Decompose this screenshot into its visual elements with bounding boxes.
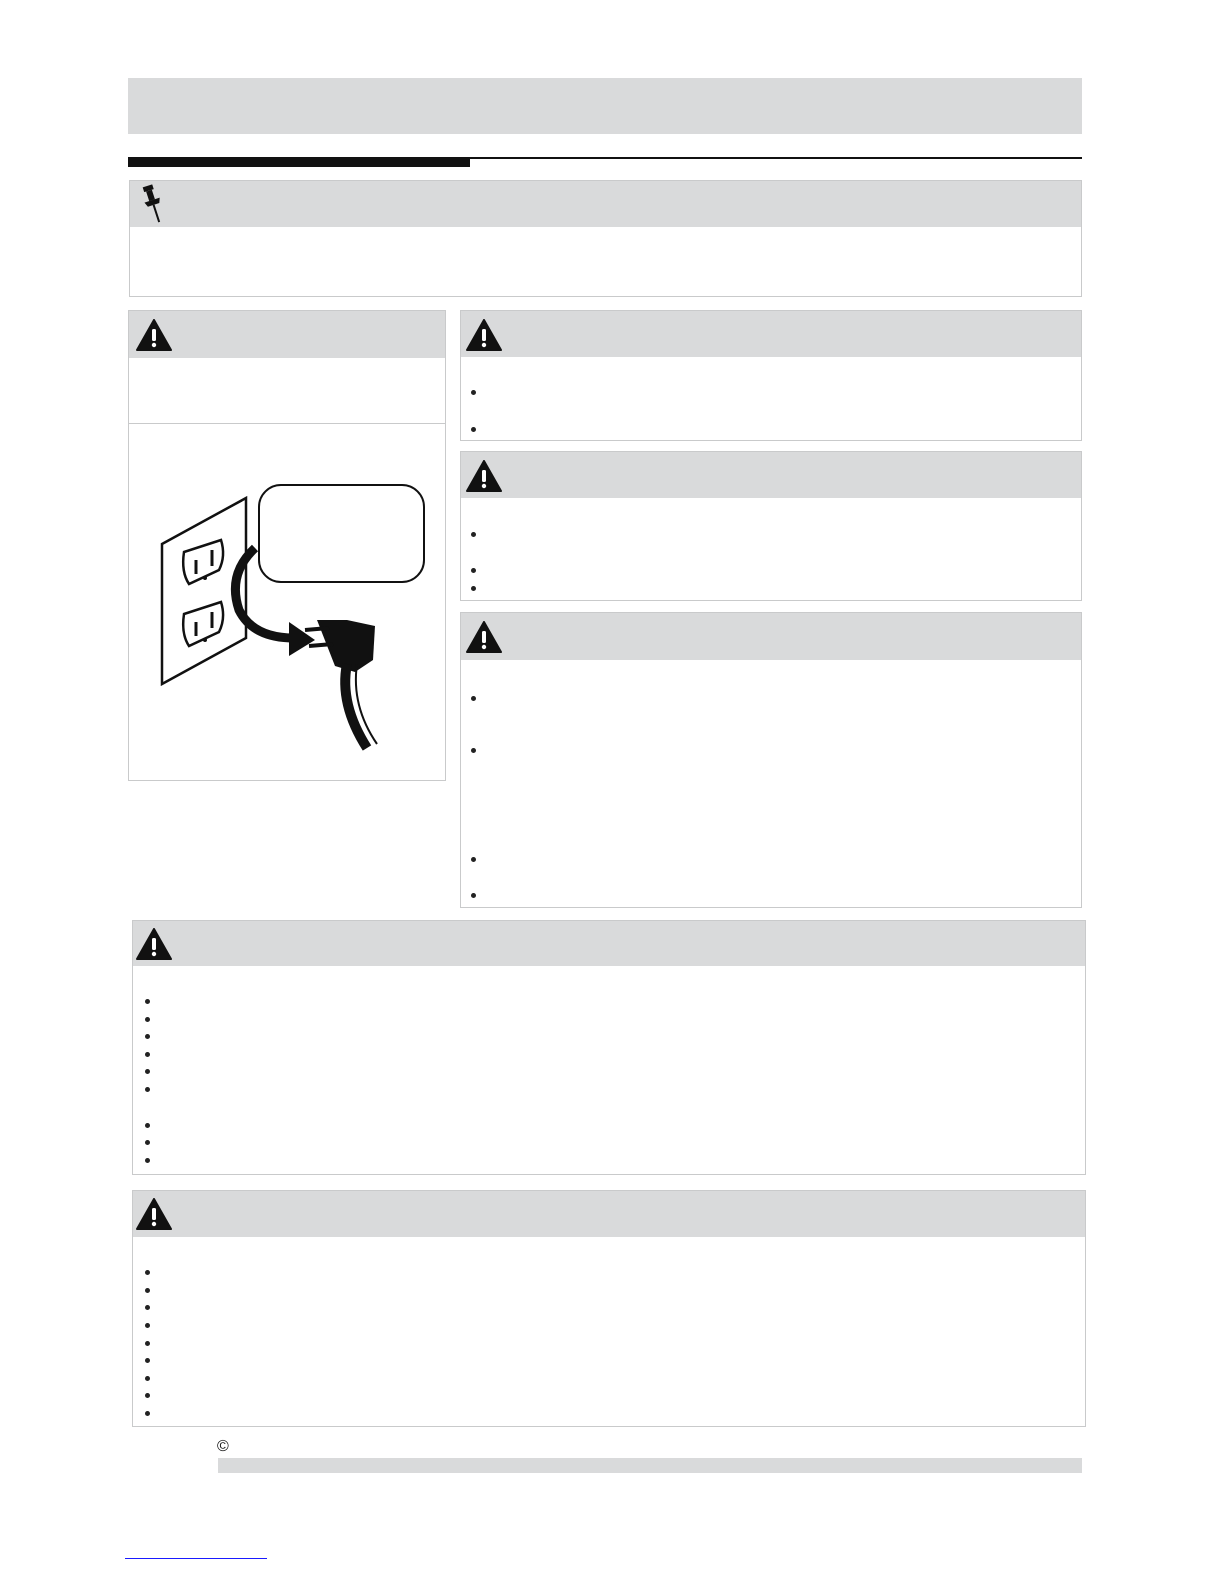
bullet-marker	[145, 1288, 150, 1293]
warning-icon	[466, 319, 502, 351]
warning-right-3-header	[461, 613, 1081, 660]
warning-wide-2	[132, 1190, 1086, 1427]
illustration-box	[128, 423, 446, 781]
bullet-marker	[145, 1052, 150, 1057]
outlet-and-plug-illustration	[129, 424, 445, 780]
pushpin-icon	[138, 183, 168, 227]
plug-warning-body	[139, 367, 435, 415]
bullet-marker	[145, 1123, 150, 1128]
bullet-marker	[145, 999, 150, 1004]
title-band	[128, 78, 1082, 134]
section-rule-thin	[470, 157, 1082, 159]
bullet-marker	[471, 748, 476, 753]
bullet-marker	[145, 1376, 150, 1381]
bullet-marker	[145, 1140, 150, 1145]
bullet-marker	[471, 390, 476, 395]
bullet-marker	[145, 1341, 150, 1346]
bullet-marker	[145, 1358, 150, 1363]
bullet-marker	[471, 893, 476, 898]
warning-icon	[136, 319, 172, 351]
plug-warning-box	[128, 310, 446, 425]
bullet-marker	[471, 427, 476, 432]
bullet-marker	[145, 1323, 150, 1328]
warning-wide-2-header	[133, 1191, 1085, 1237]
warning-icon	[136, 1198, 172, 1230]
bullet-marker	[145, 1393, 150, 1398]
warning-right-2	[460, 451, 1082, 601]
bullet-marker	[471, 696, 476, 701]
copyright-symbol: ©	[217, 1438, 229, 1455]
bullet-marker	[471, 568, 476, 573]
section-rule-thick	[128, 157, 470, 167]
warning-right-1	[460, 310, 1082, 441]
bullet-marker	[145, 1034, 150, 1039]
bullet-marker	[145, 1270, 150, 1275]
link-underline[interactable]	[125, 1558, 267, 1559]
bullet-marker	[471, 857, 476, 862]
warning-right-3	[460, 612, 1082, 908]
callout-text	[269, 496, 413, 572]
note-body	[142, 237, 1062, 287]
bullet-marker	[145, 1069, 150, 1074]
bullet-marker	[145, 1411, 150, 1416]
warning-right-2-header	[461, 452, 1081, 498]
bullet-marker	[145, 1087, 150, 1092]
note-box	[129, 180, 1082, 297]
warning-icon	[136, 928, 172, 960]
warning-wide-1	[132, 920, 1086, 1175]
warning-icon	[466, 460, 502, 492]
bullet-marker	[145, 1305, 150, 1310]
note-header	[130, 181, 1081, 227]
warning-wide-1-header	[133, 921, 1085, 966]
bullet-marker	[145, 1158, 150, 1163]
footer-band	[218, 1458, 1082, 1473]
bullet-marker	[145, 1017, 150, 1022]
bullet-marker	[471, 586, 476, 591]
bullet-marker	[471, 532, 476, 537]
plug-warning-header	[129, 311, 445, 358]
warning-icon	[466, 621, 502, 653]
warning-right-1-header	[461, 311, 1081, 357]
